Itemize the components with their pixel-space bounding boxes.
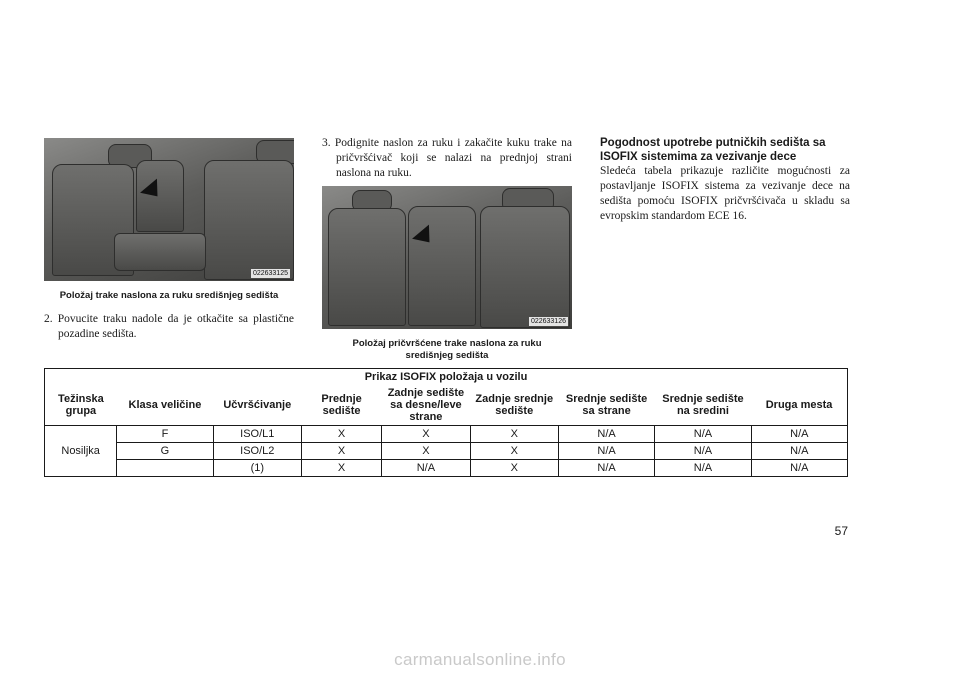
table-cell: G bbox=[117, 443, 213, 460]
table-row bbox=[45, 443, 848, 460]
seat-back-right bbox=[204, 160, 294, 280]
table-cell: (1) bbox=[213, 460, 301, 477]
header-cell: Zadnje sedište sa desne/leve strane bbox=[387, 387, 465, 423]
step-2 bbox=[44, 312, 294, 342]
watermark: carmanualsonline.info bbox=[394, 650, 566, 669]
header-cell: Klasa veličine bbox=[128, 399, 202, 411]
figure-armrest-strap-photo bbox=[44, 138, 294, 281]
table-cell: X bbox=[470, 460, 558, 477]
section-heading: Pogodnost upotrebe putničkih sedišta sa ISOFIX sistemima za vezivanje dece bbox=[600, 137, 826, 163]
page-number: 57 bbox=[834, 524, 848, 538]
seat-center-armrest bbox=[408, 206, 476, 326]
table-cell: N/A bbox=[382, 460, 470, 477]
table-cell: ISO/L2 bbox=[213, 443, 301, 460]
table-cell: ISO/L1 bbox=[213, 426, 301, 443]
header-cell: Učvršćivanje bbox=[223, 399, 292, 411]
group-label: Nosiljka bbox=[45, 426, 117, 477]
table-cell: N/A bbox=[655, 443, 751, 460]
table-cell: N/A bbox=[751, 426, 847, 443]
section-body: Sledeća tabela prikazuje različite mogućnosti za postavljanje ISOFIX sistema za vezivanje dece na sedišta pomoću ISOFIX pričvršćivača u skladu sa evropskim standardom ECE 16. bbox=[600, 165, 850, 222]
table-cell: N/A bbox=[655, 426, 751, 443]
table-cell bbox=[117, 460, 213, 477]
table-cell: X bbox=[301, 426, 381, 443]
figure-code: 022633126 bbox=[530, 318, 566, 325]
table-row bbox=[45, 460, 848, 477]
step-3 bbox=[322, 136, 572, 181]
figure-code: 022633125 bbox=[252, 270, 288, 277]
isofix-table bbox=[44, 368, 848, 477]
header-cell: Srednje sedište na sredini bbox=[662, 393, 744, 417]
table-row bbox=[45, 426, 848, 443]
table-cell: N/A bbox=[751, 460, 847, 477]
table-cell: N/A bbox=[558, 426, 654, 443]
step-text: 3. Podignite naslon za ruku i zakačite kuku trake na pričvršćivač koji se nalazi na prednjoj strani naslona na ruku. bbox=[322, 137, 572, 179]
figure-caption: Položaj trake naslona za ruku središnjeg sedišta bbox=[59, 290, 279, 301]
table-cell: N/A bbox=[558, 443, 654, 460]
seat-back-left bbox=[328, 208, 406, 326]
table-cell: N/A bbox=[751, 443, 847, 460]
table-cell: F bbox=[117, 426, 213, 443]
table-cell: X bbox=[301, 443, 381, 460]
step-text: 2. Povucite traku nadole da je otkačite sa plastične pozadine sedišta. bbox=[44, 313, 294, 340]
header-cell: Težinska grupa bbox=[45, 385, 117, 426]
table-cell: X bbox=[301, 460, 381, 477]
table-cell: X bbox=[382, 443, 470, 460]
header-cell: Prednje sedište bbox=[321, 393, 362, 417]
figure-caption: Položaj pričvršćene trake naslona za ruku središnjeg sedišta bbox=[352, 338, 542, 361]
header-cell: Zadnje srednje sedište bbox=[475, 393, 554, 417]
armrest-cupholder bbox=[114, 233, 206, 271]
header-cell: Druga mesta bbox=[751, 385, 847, 426]
table-cell: X bbox=[382, 426, 470, 443]
table-cell: N/A bbox=[655, 460, 751, 477]
header-cell: Srednje sedište sa strane bbox=[565, 393, 648, 417]
table-header-row bbox=[45, 385, 848, 426]
table-title: Prikaz ISOFIX položaja u vozilu bbox=[45, 369, 848, 386]
table-cell: X bbox=[470, 426, 558, 443]
isofix-section bbox=[600, 136, 850, 224]
seat-back-right bbox=[480, 206, 570, 328]
table-cell: X bbox=[470, 443, 558, 460]
figure-fastened-strap-photo bbox=[322, 186, 572, 329]
table-cell: N/A bbox=[558, 460, 654, 477]
